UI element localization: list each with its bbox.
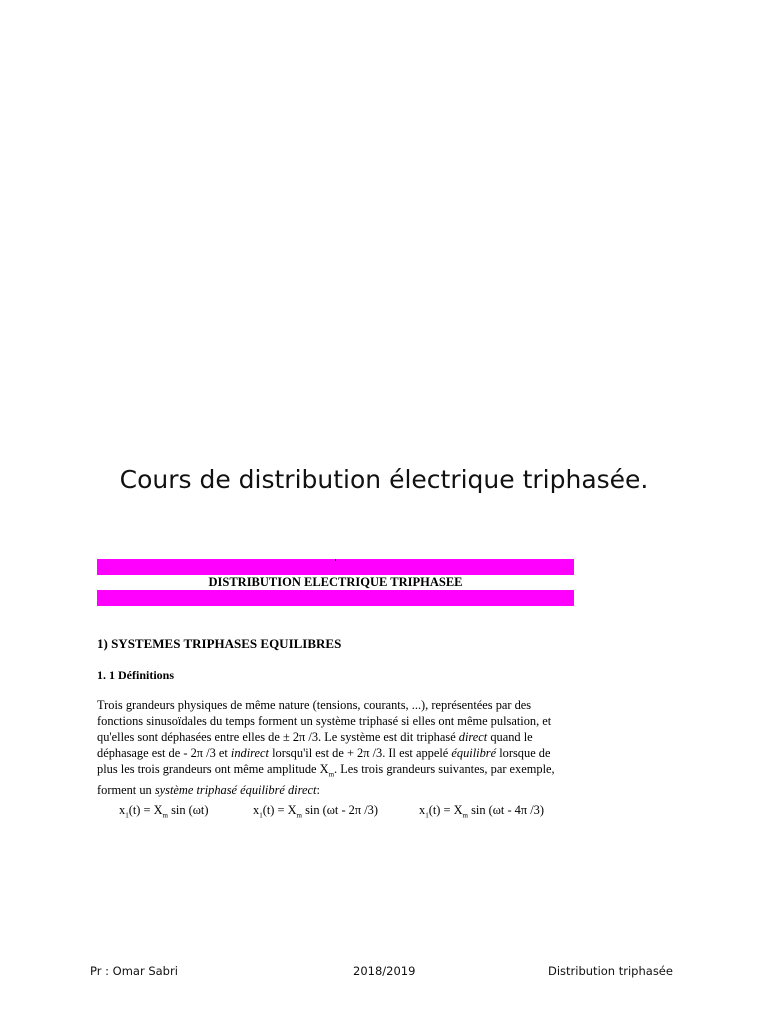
eq-var-sub: 1 [425,811,429,820]
eq-rest: sin (ωt) [167,803,209,817]
text: déphasage est de - 2π /3 et [97,746,231,760]
eq-var: x [119,803,126,817]
banner-title: DISTRIBUTION ELECTRIQUE TRIPHASEE [208,575,463,589]
banner-band-top [97,559,574,575]
eq-amp-sub: m [462,811,468,820]
text: qu'elles sont déphasées entre elles de ± 2π /3. Le système est dit triphasé [97,730,459,744]
eq-var-sub: 1 [125,811,129,820]
text: forment un [97,783,155,798]
section-heading: 1) SYSTEMES TRIPHASES EQUILIBRES [97,636,342,651]
page-footer [0,964,768,982]
eq-var: x [419,803,426,817]
paragraph-line-1: Trois grandeurs physiques de même nature (tensions, courants, ...), représentées par des [97,698,532,712]
subscript: m [328,770,335,779]
equation-1 [119,802,209,823]
eq-mid: (t) = X [128,803,163,817]
text: quand le [487,730,533,744]
paragraph-line-6 [97,782,575,798]
footer-year: 2018/2019 [353,964,416,978]
eq-amp-sub: m [162,811,168,820]
equations-row [0,802,768,820]
subsection-heading: 1. 1 Définitions [97,668,175,682]
eq-rest: sin (ωt - 4π /3) [467,803,544,817]
footer-author: Pr : Omar Sabri [90,964,178,978]
eq-rest: sin (ωt - 2π /3) [301,803,378,817]
emphasis-direct: direct [458,730,488,744]
emphasis-system: système triphasé équilibré direct [154,783,317,798]
banner-band-bottom [97,590,574,606]
eq-var: x [253,803,260,817]
eq-mid: (t) = X [262,803,297,817]
emphasis-equilibre: équilibré [451,746,497,760]
paragraph-line-4 [97,745,575,761]
text: . Les trois grandeurs suivantes, par exemple, [334,762,555,776]
definition-paragraph [97,697,575,798]
banner-tick-mark [335,559,336,561]
paragraph-line-2: fonctions sinusoïdales du temps forment un système triphasé si elles ont même pulsation, et [97,714,552,728]
text: : [316,783,320,798]
paragraph-line-3 [97,729,575,745]
eq-amp-sub: m [296,811,302,820]
equation-2 [253,802,378,823]
text: plus les trois grandeurs ont même amplitude X [97,762,329,776]
eq-var-sub: 1 [259,811,263,820]
section-banner [97,559,574,607]
equation-3 [419,802,544,823]
emphasis-indirect: indirect [230,746,269,760]
text: lorsque de [496,746,551,760]
footer-subject: Distribution triphasée [548,964,673,978]
paragraph-line-5 [97,761,575,782]
document-title: Cours de distribution électrique triphasée. [119,465,649,494]
text: lorsqu'il est de + 2π /3. Il est appelé [269,746,452,760]
eq-mid: (t) = X [428,803,463,817]
